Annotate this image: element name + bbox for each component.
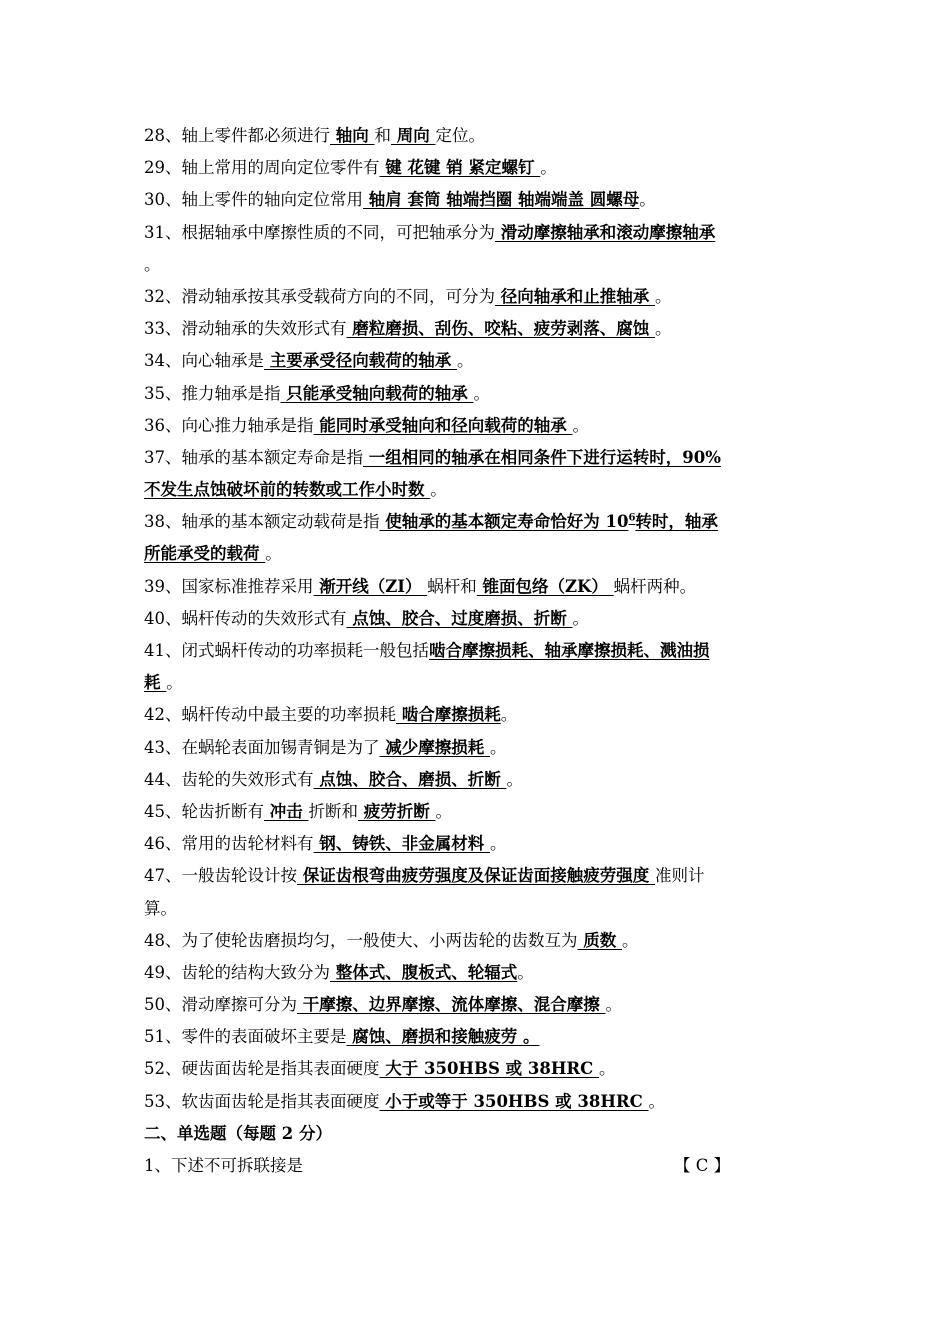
fill-blank-line <box>144 989 814 1021</box>
question-text: 。 <box>490 737 507 757</box>
question-text: 43、在蜗轮表面加锡青铜是为了 <box>144 737 380 757</box>
question-text: 。 <box>435 801 452 821</box>
fill-blank-line <box>144 538 814 570</box>
fill-blank-line <box>144 1086 814 1118</box>
question-text: 。 <box>648 1091 666 1111</box>
question-text: 。 <box>490 834 507 854</box>
question-text: 31、根据轴承中摩擦性质的不同，可把轴承分为 <box>144 222 495 242</box>
question-text: 。 <box>506 769 523 789</box>
question-text: 。 <box>473 383 490 403</box>
question-text: 和 <box>374 126 391 145</box>
question-text: 。 <box>599 1059 616 1079</box>
question-text: 。 <box>500 705 518 725</box>
question-text: 。 <box>655 319 672 339</box>
question-text: 34、向心轴承是 <box>144 351 264 371</box>
question-text: 47、一般齿轮设计按 <box>144 866 297 886</box>
question-text: 算。 <box>144 898 177 918</box>
question-text: 37、轴承的基本额定寿命是指 <box>144 447 363 467</box>
question-text: 49、齿轮的结构大致分为 <box>144 962 330 982</box>
question-text: 28、轴上零件都必须进行 <box>144 126 330 145</box>
fill-blank-line <box>144 474 814 506</box>
question-text: 蜗杆和 <box>427 576 477 596</box>
fill-blank-line <box>144 217 814 249</box>
fill-blank-line <box>144 281 814 313</box>
fill-blank-line <box>144 635 814 667</box>
question-1 <box>144 1150 814 1182</box>
question-text: 46、常用的齿轮材料有 <box>144 834 314 854</box>
fill-blank-line <box>144 152 814 184</box>
question-text: 51、零件的表面破坏主要是 <box>144 1027 347 1047</box>
question-text: 41、闭式蜗杆传动的功率损耗一般包括 <box>144 641 429 660</box>
section-title: 二、单选题（每题 2 分） <box>144 1124 332 1144</box>
question-text: 38、轴承的基本额定动载荷是指 <box>144 512 380 532</box>
fill-blank-line <box>144 957 814 989</box>
question-1-text: 1、下述不可拆联接是 <box>144 1156 303 1176</box>
fill-blank-line <box>144 120 814 152</box>
answer-text: 周向 <box>391 126 436 145</box>
question-text: 。 <box>540 158 557 178</box>
fill-blank-line <box>144 345 814 377</box>
answer-text: 点蚀、胶合、过度磨损、折断 <box>346 608 573 628</box>
fill-blank-line <box>144 667 814 699</box>
answer-text: 整体式、腹板式、轮辐式 <box>330 962 518 982</box>
fill-blank-line <box>144 603 814 635</box>
question-text: 。 <box>655 286 672 306</box>
answer-text: 疲劳折断 <box>358 801 436 821</box>
answer-text: 冲击 <box>264 801 309 821</box>
fill-blank-line <box>144 184 814 216</box>
fill-blank-line <box>144 893 814 925</box>
fill-blank-line <box>144 571 814 603</box>
answer-text: 啮合摩擦损耗、轴承摩擦损耗、溅油损 <box>429 641 710 660</box>
answer-text: 腐蚀、磨损和接触疲劳 。 <box>346 1027 540 1047</box>
fill-blank-line <box>144 796 814 828</box>
answer-text: 径向轴承和止推轴承 <box>495 286 655 306</box>
fill-blank-line <box>144 1021 814 1053</box>
answer-text: 使轴承的基本额定寿命恰好为 10 <box>379 512 629 532</box>
answer-text: 键 花键 销 紧定螺钉 <box>379 158 541 178</box>
answer-text: 轴肩 套筒 轴端挡圈 轴端端盖 圆螺母 <box>363 190 640 210</box>
fill-blank-line <box>144 313 814 345</box>
answer-text: 耗 <box>144 673 167 693</box>
fill-blank-line <box>144 378 814 410</box>
question-text: 定位。 <box>435 126 485 145</box>
fill-blank-line <box>144 732 814 764</box>
question-text: 48、为了使轮齿磨损均匀，一般使大、小两齿轮的齿数互为 <box>144 930 578 950</box>
question-text: 。 <box>166 673 183 693</box>
question-text: 。 <box>430 480 447 500</box>
answer-text: 渐开线（ZI） <box>313 576 428 596</box>
answer-text: 质数 <box>577 930 622 950</box>
question-text: 。 <box>622 930 639 950</box>
question-text: 33、滑动轴承的失效形式有 <box>144 319 347 339</box>
question-text: 36、向心推力轴承是指 <box>144 415 314 435</box>
question-text: 。 <box>144 254 161 274</box>
question-text: 。 <box>639 190 656 210</box>
fill-blank-line <box>144 860 814 892</box>
question-text: 32、滑动轴承按其承受载荷方向的不同，可分为 <box>144 286 495 306</box>
superscript: 6 <box>628 512 636 524</box>
question-text: 52、硬齿面齿轮是指其表面硬度 <box>144 1059 380 1079</box>
answer-text: 滑动摩擦轴承和滚动摩擦轴承 <box>495 222 716 242</box>
question-text: 。 <box>517 962 534 982</box>
answer-text: 磨粒磨损、刮伤、咬粘、疲劳剥落、腐蚀 <box>346 319 655 339</box>
answer-text: 所能承受的载荷 <box>144 544 266 564</box>
answer-text: 减少摩擦损耗 <box>379 737 490 757</box>
question-text: 。 <box>265 544 282 564</box>
question-text: 42、蜗杆传动中最主要的功率损耗 <box>144 705 396 725</box>
answer-text: 保证齿根弯曲疲劳强度及保证齿面接触疲劳强度 <box>297 866 655 886</box>
answer-text: 干摩擦、边界摩擦、流体摩擦、混合摩擦 <box>297 995 606 1015</box>
answer-text: 能同时承受轴向和径向载荷的轴承 <box>313 415 573 435</box>
question-text: 40、蜗杆传动的失效形式有 <box>144 608 347 628</box>
question-text: 35、推力轴承是指 <box>144 383 281 403</box>
fill-blank-line <box>144 1053 814 1085</box>
answer-text: 一组相同的轴承在相同条件下进行运转时，90% <box>363 447 721 467</box>
fill-blank-line <box>144 506 814 538</box>
question-text: 53、软齿面齿轮是指其表面硬度 <box>144 1091 380 1111</box>
answer-text: 钢、铸铁、非金属材料 <box>313 834 490 854</box>
answer-text: 小于或等于 350HBS 或 38HRC <box>379 1091 649 1111</box>
fill-blank-line <box>144 925 814 957</box>
answer-text: 不发生点蚀破坏前的转数或工作小时数 <box>144 480 431 500</box>
fill-blank-line <box>144 249 814 281</box>
question-text: 50、滑动摩擦可分为 <box>144 995 297 1015</box>
fill-blank-line <box>144 410 814 442</box>
answer-text: 啮合摩擦损耗 <box>396 705 501 725</box>
fill-blank-line <box>144 699 814 731</box>
question-text: 。 <box>572 608 589 628</box>
answer-text: 大于 350HBS 或 38HRC <box>379 1059 600 1079</box>
question-text: 折断和 <box>308 801 358 821</box>
question-text: 。 <box>605 995 622 1015</box>
question-text: 。 <box>572 415 589 435</box>
question-text: 蜗杆两种。 <box>613 576 697 596</box>
question-text: 44、齿轮的失效形式有 <box>144 769 314 789</box>
answer-text: 轴向 <box>330 126 375 145</box>
question-text: 29、轴上常用的周向定位零件有 <box>144 158 380 178</box>
answer-text: 只能承受轴向载荷的轴承 <box>280 383 474 403</box>
answer-text: 点蚀、胶合、磨损、折断 <box>313 769 507 789</box>
answer-text: 主要承受径向载荷的轴承 <box>264 351 457 371</box>
question-text: 准则计 <box>655 866 705 886</box>
question-1-answer: 【 C 】 <box>674 1156 731 1176</box>
fill-blank-line <box>144 442 814 474</box>
question-text: 39、国家标准推荐采用 <box>144 576 314 596</box>
fill-blank-line <box>144 764 814 796</box>
question-text: 。 <box>457 351 474 371</box>
question-text: 45、轮齿折断有 <box>144 801 264 821</box>
document-page <box>144 120 814 1118</box>
fill-blank-line <box>144 828 814 860</box>
answer-text: 转时，轴承 <box>635 512 718 532</box>
answer-text: 锥面包络（ZK） <box>476 576 614 596</box>
question-text: 30、轴上零件的轴向定位常用 <box>144 190 363 210</box>
